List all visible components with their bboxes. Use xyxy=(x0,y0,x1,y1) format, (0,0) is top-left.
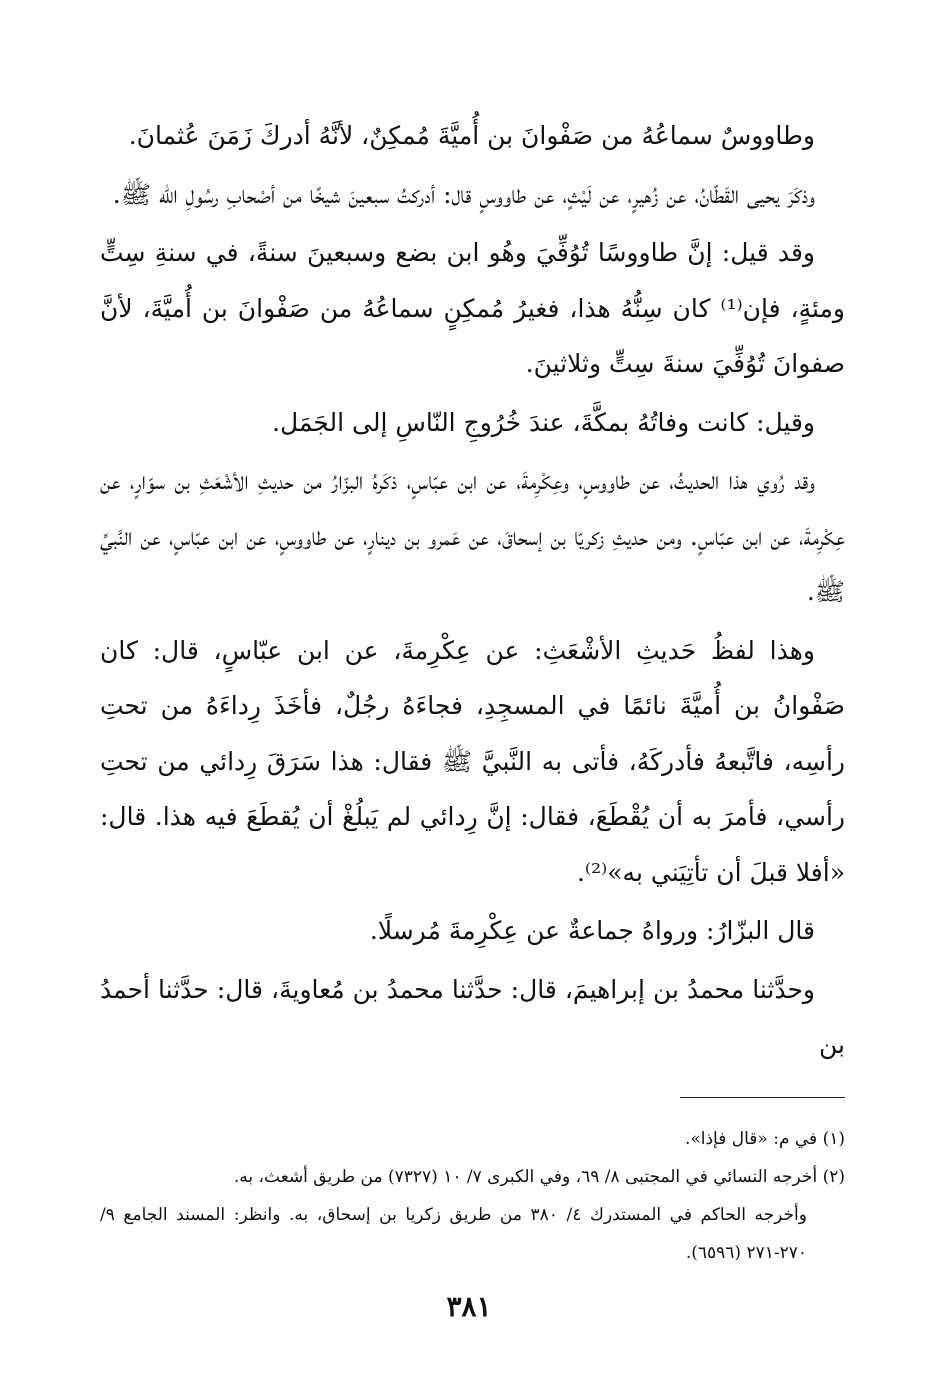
footnote: (١) في م: «قال فإذا». xyxy=(684,1129,845,1149)
paragraph: وهذا لفظُ حَديثِ الأشْعَثِ: عن عِكْرِمةَ، عن ابن عبّاسٍ، قال: كان صَفْوانُ بن أُميَّةَ نائمًا في المسجِدِ، فجاءَهُ رجُلٌ، فأخَذَ رِداءَهُ من تحتِ رأسِه، فاتَّبعهُ فأدركَهُ، فأتى به النَّبيَّ ﷺ فقال: هذا سَرَقَ رِدائي من تحتِ رأسي، فأمرَ به أن يُقْطَعَ، فقال: إنَّ رِدائي لم يَبلُغْ أن يُقطَعَ فيه هذا. قال: «أفلا قبلَ أن تأتِيَني به»⁽²⁾. xyxy=(100,635,845,887)
footnote-separator xyxy=(680,1097,845,1098)
page-number: ٣٨١ xyxy=(446,1290,492,1323)
paragraph: وقد قيل: إنَّ طاووسًا تُوُفِّيَ وهُو ابن بضع وسبعينَ سنةً، في سنةِ سِتٍّ ومئةٍ، فإن⁽¹⁾ كان سِنُّهُ هذا، فغيرُ مُمكِنٍ سماعُهُ من صَفْوانَ بن أُميَّةَ، لأنَّ صفوانَ تُوُفِّيَ سنةَ سِتٍّ وثلاثينَ. xyxy=(100,238,845,378)
paragraph: وقد رُوي هذا الحديثُ، عن طاووسٍ، وعِكْرِمةَ، عن ابن عبّاسٍ، ذكَرهُ البزّارُ من حديثِ الأشْعَثِ بن سوّارٍ، عن عِكْرِمةَ، عن ابن عبّاسٍ. ومن حديثِ زكريّا بن إسحاقَ، عن عَمرو بن دينارٍ، عن طاووسٍ، عن ابن عبّاسٍ، عن النَّبيِّ ﷺ. xyxy=(100,466,845,606)
paragraph: وطاووسٌ سماعُهُ من صَفْوانَ بن أُميَّةَ مُمكِنٌ، لأنَّهُ أدركَ زَمَنَ عُثمانَ. xyxy=(128,121,815,150)
paragraph: قال البزّارُ: ورواهُ جماعةٌ عن عِكْرِمةَ مُرسلًا. xyxy=(369,916,815,945)
footnotes xyxy=(100,1120,845,1272)
paragraph: وقيل: كانت وفاتُهُ بمكَّةَ، عندَ خُرُوجِ النّاسِ إلى الجَمَل. xyxy=(272,407,815,437)
paragraph: وحدَّثنا محمدُ بن إبراهيمَ، قال: حدَّثنا محمدُ بن مُعاويةَ، قال: حدَّثنا أحمدُ بن xyxy=(100,974,845,1059)
footnote-continuation: وأخرجه الحاكم في المستدرك ٤/ ٣٨٠ من طريق زكريا بن إسحاق، به. وانظر: المسند الجامع ٩/ ٢٧٠-٢٧١ (٦٥٩٦). xyxy=(100,1205,807,1263)
main-text xyxy=(100,108,845,1076)
paragraph: وذكَرَ يحيى القَطّانُ، عن زُهيرٍ، عن لَيْثٍ، عن طاووسٍ قال: أدركتُ سبعينَ شيخًا من أصْحابِ رسُولِ الله ﷺ. xyxy=(112,179,815,209)
footnote: (٢) أخرجه النسائي في المجتبى ٨/ ٦٩، وفي الكبرى ٧/ ١٠ (٧٣٢٧) من طريق أشعث، به. xyxy=(233,1167,845,1187)
